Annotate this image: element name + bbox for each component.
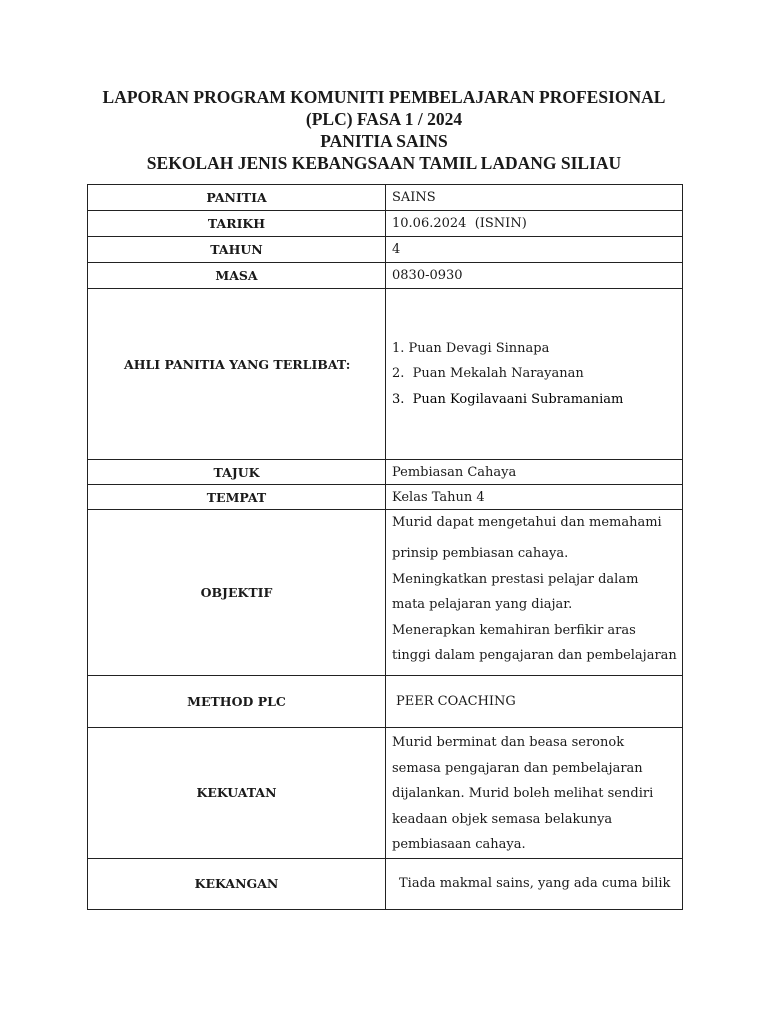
table-row-masa [88,263,683,289]
table-row-tahun [88,237,683,263]
label-method: METHOD PLC [88,676,386,728]
label-tarikh: TARIKH [88,211,386,237]
table-row-objektif [88,510,683,676]
member-item: 3. Puan Kogilavaani Subramaniam [392,391,624,407]
value-tarikh: 10.06.2024 (ISNIN) [386,211,683,237]
kekuatan-line: keadaan objek semasa belakunya [392,811,613,827]
label-ahli: AHLI PANITIA YANG TERLIBAT: [88,289,386,460]
report-table [87,184,683,910]
value-objektif [386,510,683,676]
objektif-line: prinsip pembiasan cahaya. [392,546,569,561]
value-tajuk: Pembiasan Cahaya [386,460,683,485]
objektif-line: Menerapkan kemahiran berfikir aras [392,622,636,638]
table-row-panitia [88,185,683,211]
kekuatan-line: dijalankan. Murid boleh melihat sendiri [392,786,654,802]
title-line-4: SEKOLAH JENIS KEBANGSAAN TAMIL LADANG SILIAU [146,153,622,173]
label-kekuatan: KEKUATAN [88,728,386,859]
objektif-line: mata pelajaran yang diajar. [392,597,573,612]
objektif-line: tinggi dalam pengajaran dan pembelajaran [392,648,677,663]
table-row-tajuk [88,460,683,485]
objektif-line: Meningkatkan prestasi pelajar dalam [392,571,639,587]
label-kekangan: KEKANGAN [88,858,386,909]
title-line-3: PANITIA SAINS [320,131,448,151]
value-masa: 0830-0930 [386,263,683,289]
title-line-2: (PLC) FASA 1 / 2024 [305,109,463,129]
table-row-kekuatan [88,728,683,859]
value-kekangan: Tiada makmal sains, yang ada cuma bilik [386,858,683,909]
value-ahli [386,289,683,460]
table-row-tarikh [88,211,683,237]
document-title [0,86,768,174]
label-tempat: TEMPAT [88,485,386,510]
label-masa: MASA [88,263,386,289]
member-list [392,336,682,413]
value-panitia: SAINS [386,185,683,211]
member-item: 2. Puan Mekalah Narayanan [392,366,584,382]
label-panitia: PANITIA [88,185,386,211]
table-row-kekangan [88,858,683,909]
value-kekuatan [386,728,683,859]
label-objektif: OBJEKTIF [88,510,386,676]
member-item: 1. Puan Devagi Sinnapa [392,340,550,356]
table-row-tempat [88,485,683,510]
table-row-ahli [88,289,683,460]
value-method: PEER COACHING [386,676,683,728]
kekuatan-line: pembiasaan cahaya. [392,837,526,853]
objektif-line: Murid dapat mengetahui dan memahami [392,515,662,530]
kekuatan-line: Murid berminat dan beasa seronok [392,735,625,750]
kekuatan-line: semasa pengajaran dan pembelajaran [392,760,643,776]
title-line-1: LAPORAN PROGRAM KOMUNITI PEMBELAJARAN PROFESIONAL [102,87,666,107]
value-tempat: Kelas Tahun 4 [386,485,683,510]
label-tajuk: TAJUK [88,460,386,485]
label-tahun: TAHUN [88,237,386,263]
value-tahun: 4 [386,237,683,263]
table-row-method [88,676,683,728]
